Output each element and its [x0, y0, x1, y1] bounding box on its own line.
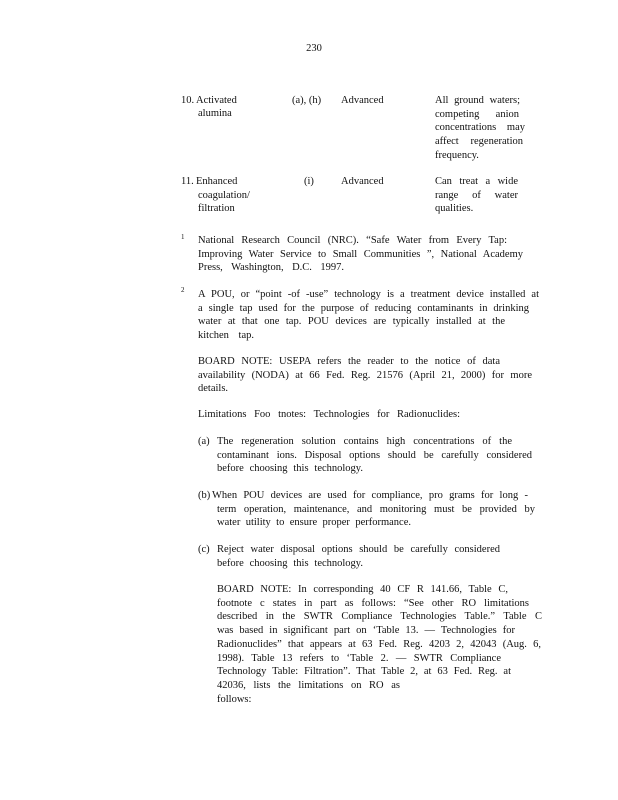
applicability-line: Can treat a wide: [435, 176, 518, 187]
technology-name: Enhanced: [196, 176, 238, 187]
footnote-marker: 1: [181, 233, 185, 241]
applicability-line: range of water: [435, 189, 518, 201]
board-note-line: Technology Table: Filtration”. That Table 2, at 63 Fed. Reg. at: [217, 666, 511, 678]
item-label: (b): [198, 490, 211, 501]
footnote-line: kitchen tap.: [198, 330, 254, 342]
item-label: (a): [198, 436, 210, 447]
technology-name: alumina: [198, 108, 232, 119]
applicability-line: qualities.: [435, 203, 474, 215]
footnote-line: Press, Washington, D.C. 1997.: [198, 262, 344, 274]
board-note-line: 1998). Table 13 refers to ‘Table 2. — SWTR Compliance: [217, 652, 501, 664]
technology-name: filtration: [198, 203, 235, 215]
item-line: before choosing this technology.: [217, 463, 363, 475]
footnote-line: Improving Water Service to Small Communities ”, National Academy: [198, 248, 523, 260]
footnote-line: A POU, or “point -of -use” technology is a treatment device installed at: [198, 289, 539, 300]
board-note-line: was based in significant part on ‘Table 13. — Technologies for: [217, 625, 515, 637]
limitations-cell: (i): [304, 176, 314, 187]
applicability-line: All ground waters;: [435, 95, 520, 106]
board-note-line: BOARD NOTE: USEPA refers the reader to the notice of data: [198, 356, 500, 367]
footnote-line: water at that one tap. POU devices are typically installed at the: [198, 316, 505, 328]
footnote-line: National Research Council (NRC). “Safe Water from Every Tap:: [198, 235, 507, 246]
skill-level-cell: Advanced: [341, 176, 384, 187]
applicability-line: concentrations may: [435, 122, 525, 134]
limitations-cell: (a), (h): [292, 95, 322, 106]
row-number: 10.: [181, 95, 195, 106]
limitations-heading: Limitations Foo tnotes: Technologies for Radionuclides:: [198, 409, 460, 420]
board-note-line: described in the SWTR Compliance Technologies Table.” Table C: [217, 611, 542, 623]
applicability-line: frequency.: [435, 149, 479, 161]
board-note-line: details.: [198, 383, 229, 395]
item-line: term operation, maintenance, and monitoring must be provided by: [217, 503, 535, 515]
item-line: contaminant ions. Disposal options should be carefully considered: [217, 449, 532, 461]
board-note-line: availability (NODA) at 66 Fed. Reg. 21576 (April 21, 2000) for more: [198, 369, 532, 381]
technology-name: Activated: [196, 95, 237, 106]
item-label: (c): [198, 544, 210, 555]
item-line: Reject water disposal options should be carefully considered: [217, 544, 500, 555]
item-line: before choosing this technology.: [217, 557, 363, 569]
board-note-line: 42036, lists the limitations on RO as follows:: [217, 679, 400, 705]
technology-name: coagulation/: [198, 189, 250, 201]
item-line: water utility to ensure proper performance.: [217, 517, 411, 529]
footnote-line: a single tap used for the purpose of reducing contaminants in drinking: [198, 302, 529, 314]
board-note-line: footnote c states in part as follows: “See other RO limitations: [217, 597, 529, 609]
page-number: 230: [306, 43, 322, 54]
applicability-line: affect regeneration: [435, 136, 523, 148]
item-line: When POU devices are used for compliance, pro grams for long -: [212, 490, 528, 501]
item-line: The regeneration solution contains high concentrations of the: [217, 436, 512, 447]
row-number: 11.: [181, 176, 194, 187]
applicability-line: competing anion: [435, 108, 519, 120]
footnote-marker: 2: [181, 286, 185, 294]
skill-level-cell: Advanced: [341, 95, 384, 106]
board-note-line: Radionuclides” that appears at 63 Fed. Reg. 4203 2, 42043 (Aug. 6,: [217, 638, 541, 650]
board-note-line: BOARD NOTE: In corresponding 40 CF R 141.66, Table C,: [217, 584, 508, 595]
